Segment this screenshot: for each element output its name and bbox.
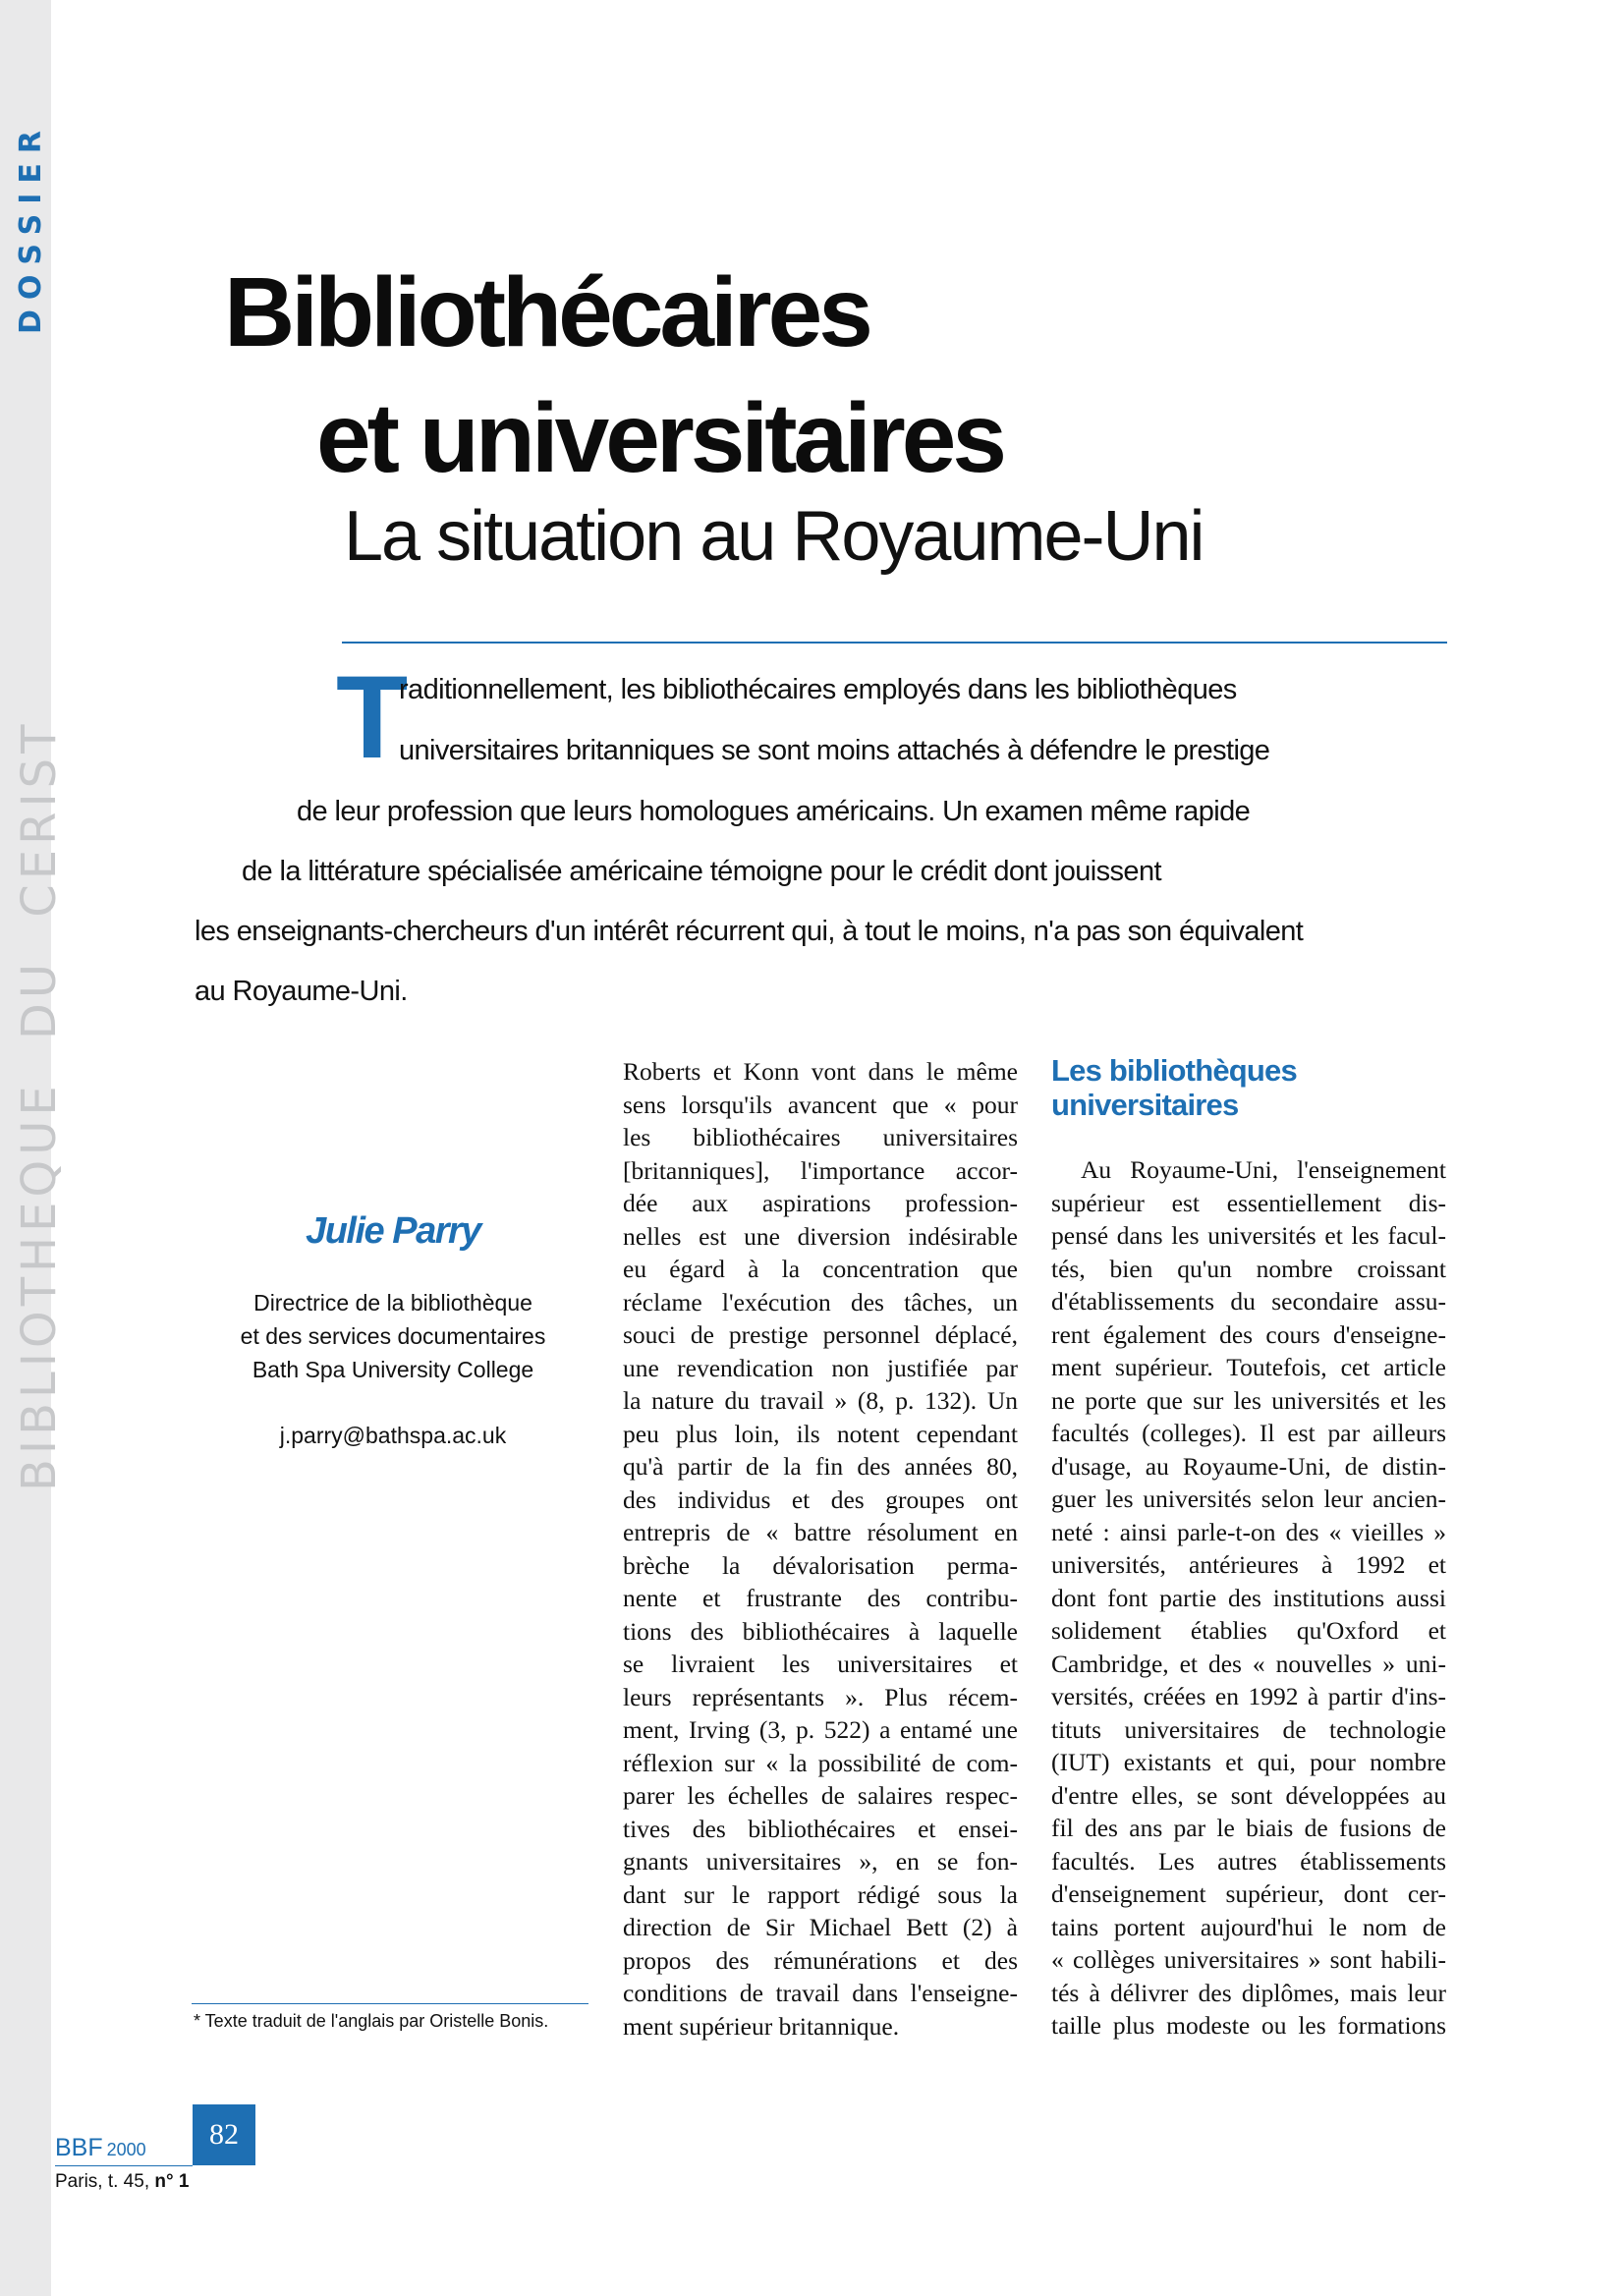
author-name: Julie Parry	[306, 1210, 480, 1252]
body-line: se livraient les universitaires et	[623, 1650, 1018, 1678]
article-title-line1: Bibliothécaires	[224, 257, 869, 367]
lead-line: au Royaume-Uni.	[195, 976, 408, 1007]
body-line: tains portent aujourd'hui le nom de	[1051, 1912, 1446, 1941]
section-heading-line: universitaires	[1051, 1088, 1239, 1122]
body-line: une revendication non justifiée par	[623, 1353, 1018, 1382]
article-subtitle: La situation au Royaume-Uni	[344, 497, 1204, 576]
body-line: les bibliothécaires universitaires	[623, 1123, 1018, 1151]
body-line: entrepris de « battre résolument en	[623, 1518, 1018, 1546]
journal-year: 2000	[106, 2140, 146, 2159]
body-line: dont font partie des institutions aussi	[1051, 1583, 1446, 1612]
body-line: leurs représentants ». Plus récem-	[623, 1682, 1018, 1711]
body-line: supérieur est essentiellement dis-	[1051, 1188, 1446, 1217]
body-line: solidement établies qu'Oxford et	[1051, 1616, 1446, 1645]
body-line: conditions de travail dans l'enseigne-	[623, 1979, 1018, 2007]
lead-line: de leur profession que leurs homologues américains. Un examen même rapide	[297, 796, 1251, 827]
body-line: Cambridge, et des « nouvelles » uni-	[1051, 1649, 1446, 1678]
author-affiliation: Directrice de la bibliothèque	[253, 1290, 532, 1316]
body-line: universités, antérieures à 1992 et	[1051, 1550, 1446, 1579]
body-line: parer les échelles de salaires respec-	[623, 1781, 1018, 1810]
body-line: propos des rémunérations et des	[623, 1945, 1018, 1975]
body-line: tés à délivrer des diplômes, mais leur	[1051, 1978, 1446, 2007]
body-line: tés, bien qu'un nombre croissant	[1051, 1254, 1446, 1283]
body-line: réflexion sur « la possibilité de com-	[623, 1748, 1018, 1777]
body-line: dée aux aspirations profession-	[623, 1189, 1018, 1217]
body-line: d'établissements du secondaire assu-	[1051, 1287, 1446, 1316]
body-line: tituts universitaires de technologie	[1051, 1714, 1446, 1744]
author-affiliation: et des services documentaires	[240, 1323, 546, 1349]
lead-line: les enseignants-chercheurs d'un intérêt récurrent qui, à tout le moins, n'a pas son équivalent	[195, 916, 1304, 947]
issue-number: n° 1	[154, 2171, 190, 2192]
body-line: pensé dans les universités et les facul-	[1051, 1221, 1446, 1250]
body-line: ne porte que sur les universités et les	[1051, 1385, 1446, 1415]
body-line: facultés. Les autres établissements	[1051, 1846, 1446, 1876]
page-number: 82	[193, 2104, 255, 2165]
body-line: sens lorsqu'ils avancent que « pour	[623, 1090, 1018, 1119]
lead-line: universitaires britanniques se sont moins attachés à défendre le prestige	[399, 735, 1270, 766]
body-line: nelles est une diversion indésirable	[623, 1221, 1018, 1251]
body-line: versités, créées en 1992 à partir d'ins-	[1051, 1682, 1446, 1710]
body-line: guer les universités selon leur ancien-	[1051, 1484, 1446, 1513]
body-line: fil des ans par le biais de fusions de	[1051, 1814, 1446, 1842]
author-email[interactable]: j.parry@bathspa.ac.uk	[279, 1423, 507, 1448]
body-line: direction de Sir Michael Bett (2) à	[623, 1913, 1018, 1941]
body-line: tions des bibliothécaires à laquelle	[623, 1616, 1018, 1646]
body-line: (IUT) existants et qui, pour nombre	[1051, 1748, 1446, 1776]
body-line: eu égard à la concentration que	[623, 1255, 1018, 1283]
body-line: Roberts et Konn vont dans le même	[623, 1057, 1018, 1086]
drop-cap: T	[336, 651, 409, 783]
body-line: [britanniques], l'importance accor-	[623, 1155, 1018, 1185]
body-column-2	[623, 1055, 1018, 2043]
section-heading	[1051, 1053, 1446, 1122]
issue-info	[55, 2171, 189, 2193]
body-line: des individus et des groupes ont	[623, 1484, 1018, 1514]
body-line: ment, Irving (3, p. 522) a entamé une	[623, 1715, 1018, 1744]
body-line: rent également des cours d'enseigne-	[1051, 1319, 1446, 1349]
body-line: d'enseignement supérieur, dont cer-	[1051, 1879, 1446, 1908]
body-line: réclame l'exécution des tâches, un	[623, 1287, 1018, 1316]
body-line: qu'à partir de la fin des années 80,	[623, 1452, 1018, 1481]
body-line: gnants universitaires », en se fon-	[623, 1847, 1018, 1876]
body-column-3	[1051, 1153, 1446, 2043]
issue-prefix: Paris, t. 45,	[55, 2171, 150, 2192]
body-line: ment supérieur. Toutefois, cet article	[1051, 1353, 1446, 1381]
body-line: d'entre elles, se sont développées au	[1051, 1780, 1446, 1810]
lead-line: de la littérature spécialisée américaine témoigne pour le crédit dont jouissent	[242, 856, 1161, 887]
body-line: facultés (colleges). Il est par ailleurs	[1051, 1419, 1446, 1447]
footer-rule	[55, 2165, 193, 2166]
author-affiliation: Bath Spa University College	[252, 1357, 534, 1382]
journal-name	[55, 2134, 146, 2162]
journal-abbrev: BBF	[55, 2134, 103, 2161]
body-line: brèche la dévalorisation perma-	[623, 1550, 1018, 1580]
title-rule	[342, 642, 1447, 644]
body-line: tives des bibliothécaires et ensei-	[623, 1814, 1018, 1843]
footnote-rule	[192, 2003, 588, 2004]
section-heading-line: Les bibliothèques	[1051, 1053, 1297, 1088]
body-line: ment supérieur britannique.	[623, 2011, 900, 2041]
body-line: Au Royaume-Uni, l'enseignement	[1081, 1155, 1446, 1184]
body-line: la nature du travail » (8, p. 132). Un	[623, 1386, 1018, 1415]
body-line: neté : ainsi parle-t-on des « vieilles »	[1051, 1517, 1446, 1546]
body-line: nente et frustrante des contribu-	[623, 1584, 1018, 1612]
section-label: DOSSIER	[14, 120, 48, 334]
body-line: d'usage, au Royaume-Uni, de distin-	[1051, 1451, 1446, 1481]
series-label: BIBLIOTHEQUE DU CERIST	[12, 719, 67, 1491]
body-line: souci de prestige personnel déplacé,	[623, 1320, 1018, 1349]
lead-line: raditionnellement, les bibliothécaires employés dans les bibliothèques	[399, 674, 1237, 705]
body-line: dant sur le rapport rédigé sous la	[623, 1879, 1018, 1909]
body-line: peu plus loin, ils notent cependant	[623, 1419, 1018, 1448]
body-line: taille plus modeste ou les formations	[1051, 2011, 1446, 2040]
body-line: « collèges universitaires » sont habili-	[1051, 1945, 1446, 1974]
footnote: * Texte traduit de l'anglais par Oristelle Bonis.	[194, 2011, 549, 2031]
article-title-line2: et universitaires	[316, 383, 1004, 493]
